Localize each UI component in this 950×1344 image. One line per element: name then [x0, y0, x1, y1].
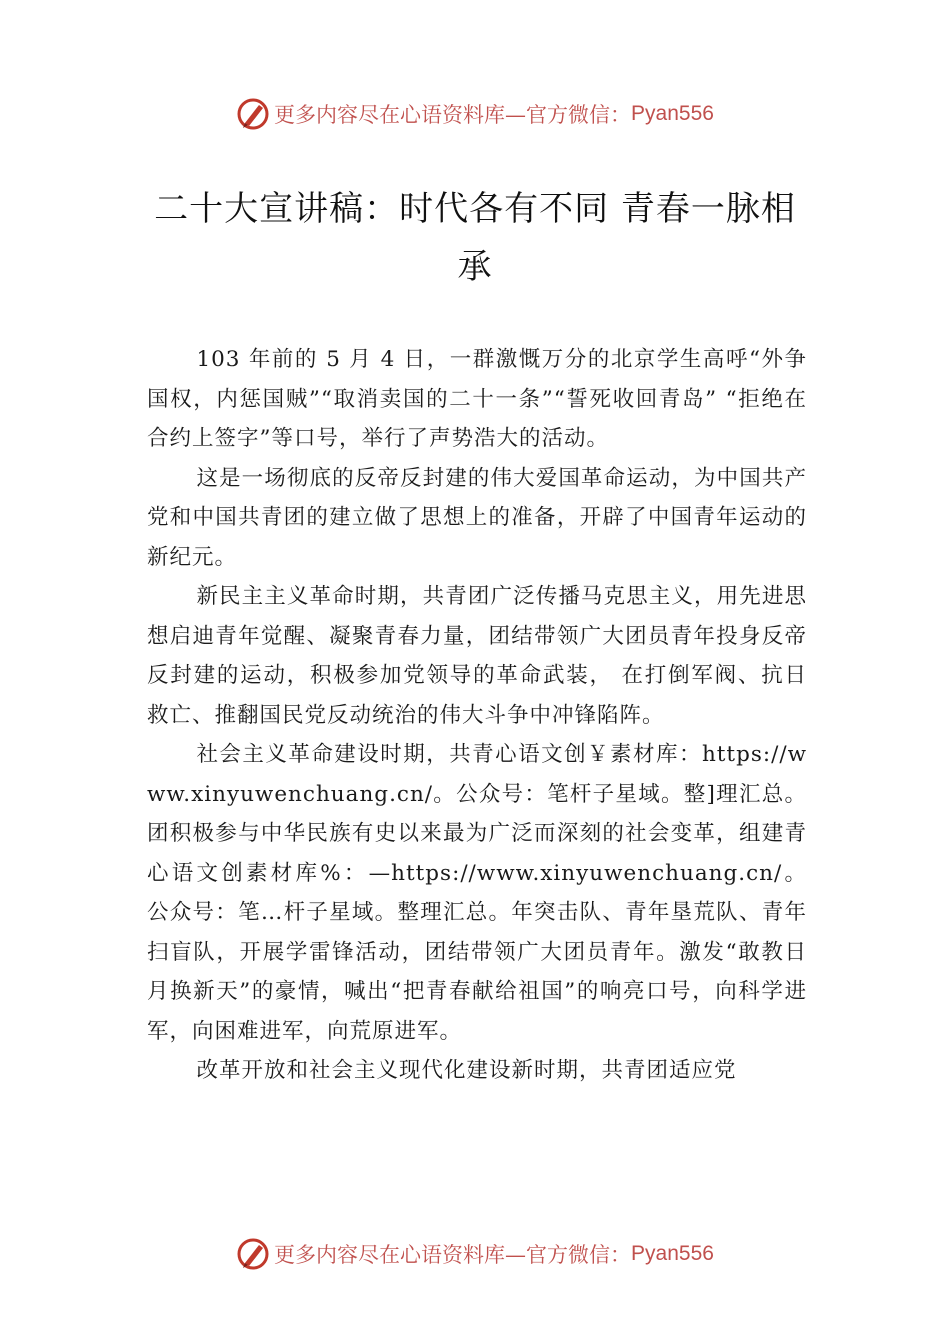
paragraph: 改革开放和社会主义现代化建设新时期，共青团适应党	[196, 1058, 737, 1083]
footer-wechat-id: Pyan556	[631, 1242, 714, 1265]
paragraph: 新民主主义革命时期，共青团广泛传播马克思主义，用先进思想启迪青年觉醒、凝聚青春力量，团结带领广大团员青年投身反帝反封建的运动，积极参加党领导的革命武装， 在打倒军阀、抗日救亡、推翻国民党反动统治的伟大斗争中冲锋陷阵。	[147, 584, 807, 728]
footer-banner	[0, 1232, 950, 1276]
paragraph: 社会主义革命建设时期，共青心语文创￥素材库：https://www.xinyuwenchuang.cn/。公众号：笔杆子星域。整]理汇总。团积极参与中华民族有史以来最为广泛而深刻的社会变革，组建青心语文创素材库%：—https://www.xinyuwenchuang.cn/。公众号：笔…杆子星域。整理汇总。年突击队、青年垦荒队、青年扫盲队，开展学雷锋活动，团结带领广大团员青年。激发“敢教日月换新天”的豪情，喊出“把青春献给祖国”的响亮口号，向科学进军，向困难进军，向荒原进军。	[147, 742, 807, 1044]
pen-seal-logo-icon	[236, 1237, 270, 1271]
document-body	[147, 340, 807, 1091]
paragraph: 这是一场彻底的反帝反封建的伟大爱国革命运动，为中国共产党和中国共青团的建立做了思想上的准备，开辟了中国青年运动的新纪元。	[147, 465, 807, 570]
paragraph: 103 年前的 5 月 4 日，一群激慨万分的北京学生高呼“外争国权，内惩国贼”“取消卖国的二十一条”“誓死收回青岛” “拒绝在合约上签字”等口号，举行了声势浩大的活动。	[147, 347, 807, 451]
header-wechat-id: Pyan556	[631, 102, 714, 125]
header-banner-text: 更多内容尽在心语资料库—官方微信：	[274, 103, 632, 127]
pen-seal-logo-icon	[236, 97, 270, 131]
document-title: 二十大宣讲稿：时代各有不同 青春一脉相承	[154, 189, 796, 287]
footer-banner-text: 更多内容尽在心语资料库—官方微信：	[274, 1243, 632, 1267]
header-banner	[0, 92, 950, 136]
